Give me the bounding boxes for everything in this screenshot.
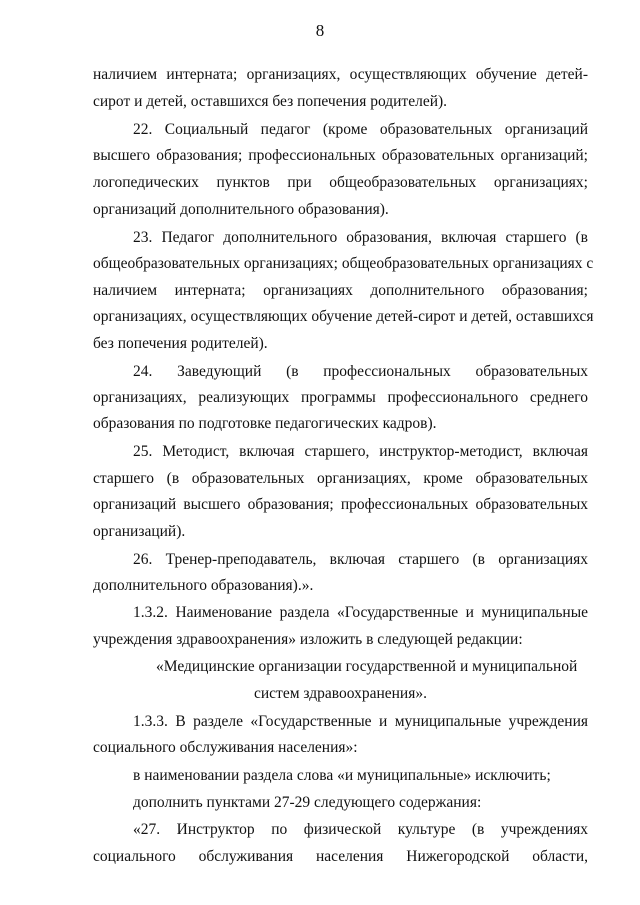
text-line: организаций высшего образования; профессиональных образовательных [93, 496, 588, 513]
text-line: организациях, осуществляющих обучение детей-сирот и детей, оставшихся [93, 308, 594, 325]
text-line: 26. Тренер-преподаватель, включая старшего (в организациях [133, 551, 588, 568]
text-line: дополнить пунктами 27-29 следующего содержания: [133, 794, 482, 811]
text-line: 24. Заведующий (в профессиональных образовательных [133, 363, 588, 380]
text-line: 1.3.3. В разделе «Государственные и муниципальные учреждения [133, 713, 588, 730]
text-line: систем здравоохранения». [254, 685, 427, 702]
text-line: организаций дополнительного образования). [93, 201, 389, 218]
text-line: дополнительного образования).». [93, 577, 314, 594]
text-line: в наименовании раздела слова «и муниципальные» исключить; [133, 767, 551, 784]
text-line: учреждения здравоохранения» изложить в следующей редакции: [93, 631, 523, 648]
text-line: без попечения родителей). [93, 335, 268, 352]
text-line: логопедических пунктов при общеобразовательных организациях; [93, 174, 588, 191]
text-line: 23. Педагог дополнительного образования, включая старшего (в [133, 229, 588, 246]
text-line: 22. Социальный педагог (кроме образовательных организаций [133, 121, 588, 138]
text-line: образования по подготовке педагогических кадров). [93, 415, 437, 432]
text-line: организаций). [93, 523, 186, 540]
text-line: организациях, реализующих программы профессионального среднего [93, 389, 588, 406]
page-number: 8 [315, 21, 325, 40]
text-line: высшего образования; профессиональных образовательных организаций; [93, 147, 588, 164]
text-line: социального обслуживания населения Нижегородской области, [93, 848, 588, 865]
text-line: социального обслуживания населения»: [93, 739, 358, 756]
text-line: общеобразовательных организациях; общеобразовательных организациях с [93, 255, 594, 272]
text-line: «Медицинские организации государственной и муниципальной [156, 658, 578, 675]
text-line: наличием интерната; организациях дополнительного образования; [93, 282, 588, 299]
text-line: сирот и детей, оставшихся без попечения родителей). [93, 93, 448, 110]
text-line: старшего (в образовательных организациях, кроме образовательных [93, 470, 588, 487]
text-line: наличием интерната; организациях, осуществляющих обучение детей- [93, 66, 588, 83]
text-line: 25. Методист, включая старшего, инструктор-методист, включая [133, 443, 588, 460]
text-line: 1.3.2. Наименование раздела «Государственные и муниципальные [133, 604, 588, 621]
text-line: «27. Инструктор по физической культуре (в учреждениях [133, 821, 588, 838]
